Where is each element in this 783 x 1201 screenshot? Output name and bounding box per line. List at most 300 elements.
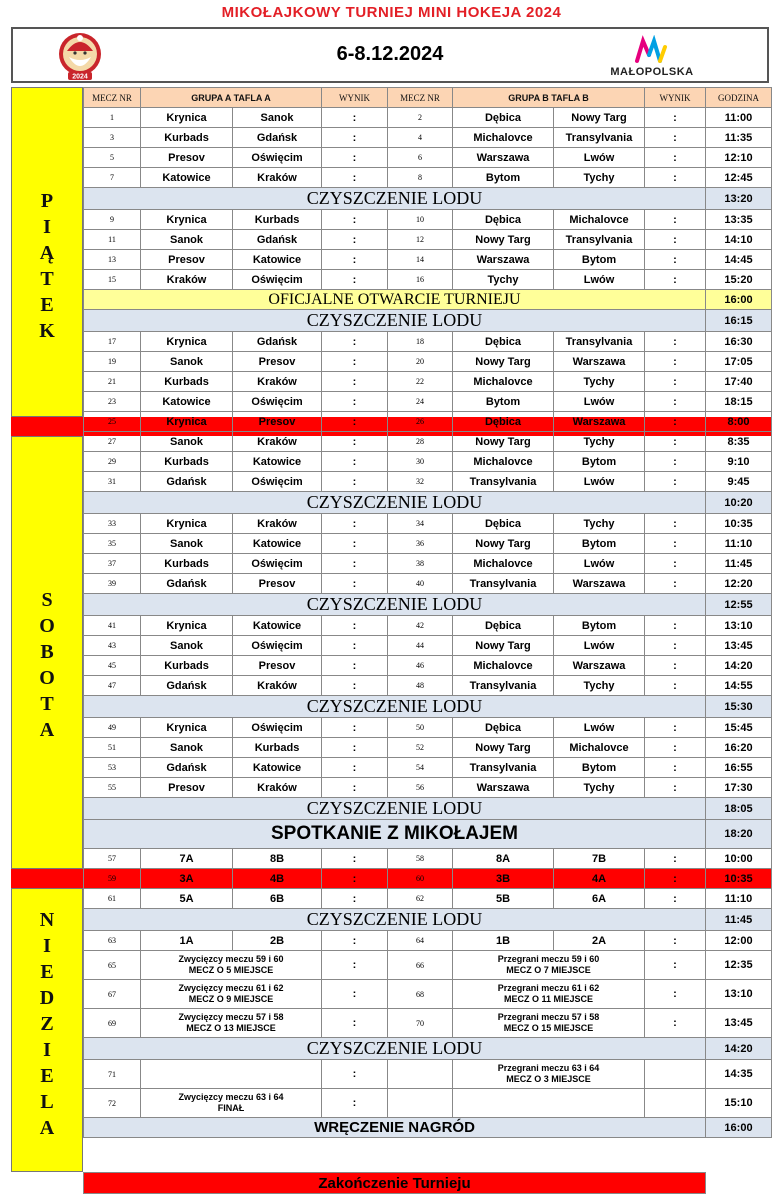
team-away: Gdańsk <box>233 332 322 352</box>
match-number: 43 <box>84 636 141 656</box>
event-time: 16:15 <box>706 310 772 332</box>
score-field: : <box>645 738 706 758</box>
match-time: 18:15 <box>706 392 772 412</box>
team-home: Dębica <box>453 108 554 128</box>
col-group-a: GRUPA A TAFLA A <box>141 88 322 108</box>
match-number: 40 <box>388 574 453 594</box>
match-row <box>84 636 772 656</box>
team-home: Krynica <box>141 210 233 230</box>
team-away: 4B <box>233 869 322 889</box>
match-description <box>141 980 322 1009</box>
day-label-saturday <box>11 436 83 869</box>
match-time: 15:45 <box>706 718 772 738</box>
match-time: 10:00 <box>706 849 772 869</box>
team-home: Warszawa <box>453 250 554 270</box>
team-home: Nowy Targ <box>453 534 554 554</box>
score-field: : <box>322 758 388 778</box>
score-field: : <box>322 656 388 676</box>
event-time: 14:20 <box>706 1038 772 1060</box>
match-number: 27 <box>84 432 141 452</box>
col-match-nr-b: MECZ NR <box>388 88 453 108</box>
clean-row <box>84 909 772 931</box>
match-desc-line: Przegrani meczu 63 i 64 <box>497 1063 600 1073</box>
score-field: : <box>645 656 706 676</box>
match-time: 11:35 <box>706 128 772 148</box>
day-letter: L <box>40 1091 54 1113</box>
team-home: Dębica <box>453 332 554 352</box>
match-row <box>84 514 772 534</box>
match-description <box>453 1089 645 1118</box>
day-letter: E <box>40 1065 54 1087</box>
team-home: Presov <box>141 778 233 798</box>
team-away: Kraków <box>233 168 322 188</box>
match-number: 19 <box>84 352 141 372</box>
score-field: : <box>645 108 706 128</box>
match-number: 50 <box>388 718 453 738</box>
team-home: Krynica <box>141 108 233 128</box>
match-number: 13 <box>84 250 141 270</box>
event-time: 18:20 <box>706 820 772 849</box>
score-field: : <box>645 332 706 352</box>
match-row <box>84 392 772 412</box>
team-away: Bytom <box>554 250 645 270</box>
team-away: 6A <box>554 889 645 909</box>
score-field: : <box>645 472 706 492</box>
team-home: Transylvania <box>453 472 554 492</box>
team-away: Kraków <box>233 676 322 696</box>
event-label: CZYSZCZENIE LODU <box>84 909 706 931</box>
header-row <box>84 88 772 108</box>
score-field: : <box>322 738 388 758</box>
match-number: 42 <box>388 616 453 636</box>
match-number: 24 <box>388 392 453 412</box>
match-number: 9 <box>84 210 141 230</box>
match-number: 17 <box>84 332 141 352</box>
match-desc-line: FINAŁ <box>217 1103 245 1113</box>
match-row <box>84 616 772 636</box>
match-desc-line: MECZ O 5 MIEJSCE <box>188 965 274 975</box>
score-field: : <box>322 849 388 869</box>
clean-row <box>84 188 772 210</box>
team-home: 3B <box>453 869 554 889</box>
match-row <box>84 270 772 290</box>
team-away: Tychy <box>554 432 645 452</box>
team-away: Lwów <box>554 554 645 574</box>
team-away: Presov <box>233 352 322 372</box>
team-home: Transylvania <box>453 574 554 594</box>
match-time: 16:20 <box>706 738 772 758</box>
score-field: : <box>322 534 388 554</box>
match-number: 41 <box>84 616 141 636</box>
clean-row <box>84 798 772 820</box>
day-letter: O <box>39 615 55 637</box>
score-field: : <box>645 574 706 594</box>
team-home: Kurbads <box>141 656 233 676</box>
match-row <box>84 889 772 909</box>
team-home: Dębica <box>453 210 554 230</box>
match-row <box>84 412 772 432</box>
match-number: 28 <box>388 432 453 452</box>
match-row <box>84 128 772 148</box>
team-home: Nowy Targ <box>453 230 554 250</box>
match-time: 14:10 <box>706 230 772 250</box>
match-number: 70 <box>388 1009 453 1038</box>
match-number: 32 <box>388 472 453 492</box>
day-letter: E <box>40 961 54 983</box>
team-home: 1B <box>453 931 554 951</box>
team-away: Oświęcim <box>233 472 322 492</box>
day-letter: I <box>43 935 51 957</box>
team-away: Bytom <box>554 534 645 554</box>
team-away: Oświęcim <box>233 392 322 412</box>
team-home: Krynica <box>141 514 233 534</box>
clean-row <box>84 696 772 718</box>
team-home: Presov <box>141 250 233 270</box>
match-number: 52 <box>388 738 453 758</box>
team-home: Katowice <box>141 392 233 412</box>
match-desc-line: Zwycięzcy meczu 59 i 60 <box>178 954 284 964</box>
team-away: Gdańsk <box>233 230 322 250</box>
team-home: Nowy Targ <box>453 636 554 656</box>
score-field: : <box>645 931 706 951</box>
match-time: 17:05 <box>706 352 772 372</box>
match-number: 12 <box>388 230 453 250</box>
match-number: 26 <box>388 412 453 432</box>
match-number: 5 <box>84 148 141 168</box>
match-row <box>84 168 772 188</box>
score-field: : <box>645 270 706 290</box>
score-field: : <box>322 432 388 452</box>
team-away: 8B <box>233 849 322 869</box>
match-desc-line: Zwycięzcy meczu 63 i 64 <box>178 1092 284 1102</box>
match-number: 25 <box>84 412 141 432</box>
match-number: 30 <box>388 452 453 472</box>
match-description <box>141 1009 322 1038</box>
match-row <box>84 452 772 472</box>
team-away: 2B <box>233 931 322 951</box>
match-number: 72 <box>84 1089 141 1118</box>
team-home: Kraków <box>141 270 233 290</box>
score-field: : <box>645 980 706 1009</box>
score-field: : <box>645 432 706 452</box>
team-away: Bytom <box>554 452 645 472</box>
page-title: MIKOŁAJKOWY TURNIEJ MINI HOKEJA 2024 <box>221 4 562 21</box>
match-time: 13:45 <box>706 1009 772 1038</box>
team-home: Krynica <box>141 412 233 432</box>
team-away: Presov <box>233 656 322 676</box>
score-field: : <box>645 128 706 148</box>
match-number: 47 <box>84 676 141 696</box>
match-number: 66 <box>388 951 453 980</box>
team-away: Transylvania <box>554 230 645 250</box>
team-home: Michalovce <box>453 128 554 148</box>
match-number: 44 <box>388 636 453 656</box>
team-away: Michalovce <box>554 738 645 758</box>
team-home: Warszawa <box>453 148 554 168</box>
event-label: SPOTKANIE Z MIKOŁAJEM <box>84 820 706 849</box>
team-away: Warszawa <box>554 574 645 594</box>
match-number <box>388 1089 453 1118</box>
team-away: Presov <box>233 412 322 432</box>
team-home: 1A <box>141 931 233 951</box>
match-number: 36 <box>388 534 453 554</box>
team-home: Bytom <box>453 168 554 188</box>
team-away: 6B <box>233 889 322 909</box>
match-row <box>84 1060 772 1089</box>
team-home: 7A <box>141 849 233 869</box>
match-row <box>84 432 772 452</box>
team-home: Gdańsk <box>141 574 233 594</box>
score-field: : <box>645 1009 706 1038</box>
score-field: : <box>322 574 388 594</box>
match-row <box>84 372 772 392</box>
match-number: 57 <box>84 849 141 869</box>
malopolska-logo <box>597 35 707 79</box>
match-desc-line: Zwycięzcy meczu 57 i 58 <box>178 1012 284 1022</box>
schedule-table <box>83 87 772 1138</box>
team-home: Katowice <box>141 168 233 188</box>
match-row <box>84 849 772 869</box>
team-away: Katowice <box>233 758 322 778</box>
team-home: Michalovce <box>453 656 554 676</box>
match-number: 15 <box>84 270 141 290</box>
team-home: Gdańsk <box>141 676 233 696</box>
tournament-dates: 6-8.12.2024 <box>336 43 444 65</box>
day-letter: N <box>39 909 55 931</box>
clean-row <box>84 1038 772 1060</box>
match-number: 71 <box>84 1060 141 1089</box>
score-field: : <box>322 412 388 432</box>
score-field: : <box>322 889 388 909</box>
score-field: : <box>645 168 706 188</box>
score-field: : <box>322 778 388 798</box>
team-home: Transylvania <box>453 676 554 696</box>
team-away: Tychy <box>554 778 645 798</box>
team-home: Dębica <box>453 616 554 636</box>
team-home: Bytom <box>453 392 554 412</box>
match-row <box>84 554 772 574</box>
match-row <box>84 352 772 372</box>
score-field: : <box>645 392 706 412</box>
day-letter: T <box>40 693 54 715</box>
match-number: 48 <box>388 676 453 696</box>
team-home: Krynica <box>141 332 233 352</box>
col-time: GODZINA <box>706 88 772 108</box>
sponsor-name: MAŁOPOLSKA <box>610 66 694 78</box>
match-number: 20 <box>388 352 453 372</box>
score-field: : <box>322 332 388 352</box>
match-time: 10:35 <box>706 869 772 889</box>
score-field: : <box>322 128 388 148</box>
event-label: CZYSZCZENIE LODU <box>84 594 706 616</box>
match-number: 45 <box>84 656 141 676</box>
match-number: 35 <box>84 534 141 554</box>
match-number: 4 <box>388 128 453 148</box>
match-row <box>84 869 772 889</box>
match-time: 14:35 <box>706 1060 772 1089</box>
day-letter: D <box>39 987 55 1009</box>
match-time: 12:35 <box>706 951 772 980</box>
match-time: 13:35 <box>706 210 772 230</box>
team-away: Presov <box>233 574 322 594</box>
match-number: 11 <box>84 230 141 250</box>
match-description <box>453 1009 645 1038</box>
team-home: Presov <box>141 148 233 168</box>
match-row <box>84 718 772 738</box>
team-away: Tychy <box>554 168 645 188</box>
team-away: Lwów <box>554 472 645 492</box>
score-field: : <box>322 676 388 696</box>
match-number: 2 <box>388 108 453 128</box>
team-away: Bytom <box>554 616 645 636</box>
team-home: Krynica <box>141 616 233 636</box>
match-number: 33 <box>84 514 141 534</box>
team-away: Katowice <box>233 534 322 554</box>
match-number: 51 <box>84 738 141 758</box>
score-field: : <box>322 372 388 392</box>
team-away: Lwów <box>554 636 645 656</box>
team-away: Transylvania <box>554 332 645 352</box>
score-field: : <box>645 412 706 432</box>
score-field: : <box>645 778 706 798</box>
match-desc-line: MECZ O 13 MIEJSCE <box>186 1023 276 1033</box>
team-home: 3A <box>141 869 233 889</box>
match-time: 12:20 <box>706 574 772 594</box>
team-away: Lwów <box>554 270 645 290</box>
match-time: 15:10 <box>706 1089 772 1118</box>
day-letter: T <box>40 268 54 290</box>
event-label: CZYSZCZENIE LODU <box>84 696 706 718</box>
team-away: Oświęcim <box>233 148 322 168</box>
match-number: 10 <box>388 210 453 230</box>
match-description <box>141 951 322 980</box>
team-home: Krynica <box>141 718 233 738</box>
match-row <box>84 656 772 676</box>
day-letter: B <box>40 641 54 663</box>
team-away: Lwów <box>554 392 645 412</box>
match-desc-line: MECZ O 7 MIEJSCE <box>506 965 591 975</box>
team-away: Gdańsk <box>233 128 322 148</box>
team-home: Sanok <box>141 534 233 554</box>
award-row <box>84 1118 772 1138</box>
match-number: 29 <box>84 452 141 472</box>
match-row <box>84 676 772 696</box>
event-time: 18:05 <box>706 798 772 820</box>
team-home: Sanok <box>141 738 233 758</box>
match-number: 16 <box>388 270 453 290</box>
match-number: 3 <box>84 128 141 148</box>
match-time: 14:55 <box>706 676 772 696</box>
match-time: 17:30 <box>706 778 772 798</box>
team-away: Katowice <box>233 452 322 472</box>
team-away: Kurbads <box>233 738 322 758</box>
score-field: : <box>322 148 388 168</box>
score-field: : <box>322 1060 388 1089</box>
match-desc-line: MECZ O 9 MIEJSCE <box>188 994 274 1004</box>
match-number: 68 <box>388 980 453 1009</box>
match-row <box>84 758 772 778</box>
day-letter: Ą <box>39 242 55 264</box>
score-field: : <box>322 108 388 128</box>
event-time: 16:00 <box>706 290 772 310</box>
day-letter: K <box>39 320 55 342</box>
match-number: 69 <box>84 1009 141 1038</box>
score-field: : <box>645 951 706 980</box>
team-home: Nowy Targ <box>453 738 554 758</box>
team-home: Kurbads <box>141 452 233 472</box>
score-field: : <box>645 148 706 168</box>
match-row <box>84 250 772 270</box>
match-number: 49 <box>84 718 141 738</box>
match-row <box>84 148 772 168</box>
team-home: Dębica <box>453 412 554 432</box>
match-row <box>84 951 772 980</box>
score-field: : <box>645 718 706 738</box>
match-time: 17:40 <box>706 372 772 392</box>
match-time: 12:00 <box>706 931 772 951</box>
score-field: : <box>322 472 388 492</box>
score-field: : <box>322 980 388 1009</box>
match-number: 59 <box>84 869 141 889</box>
score-field: : <box>322 452 388 472</box>
team-away: Bytom <box>554 758 645 778</box>
score-field: : <box>645 250 706 270</box>
day-label-friday <box>11 87 83 417</box>
match-time: 11:10 <box>706 534 772 554</box>
day-label-sunday <box>11 888 83 1172</box>
team-away: 7B <box>554 849 645 869</box>
team-home: Kurbads <box>141 128 233 148</box>
team-home: Michalovce <box>453 452 554 472</box>
match-row <box>84 472 772 492</box>
match-number: 34 <box>388 514 453 534</box>
day-letter: A <box>39 719 55 741</box>
score-field: : <box>645 636 706 656</box>
score-field: : <box>322 931 388 951</box>
day-letter: E <box>40 294 54 316</box>
match-time: 11:10 <box>706 889 772 909</box>
score-field: : <box>322 1009 388 1038</box>
match-number: 39 <box>84 574 141 594</box>
team-home: Transylvania <box>453 758 554 778</box>
event-time: 15:30 <box>706 696 772 718</box>
match-time: 11:45 <box>706 554 772 574</box>
event-label: WRĘCZENIE NAGRÓD <box>84 1118 706 1138</box>
score-field: : <box>645 676 706 696</box>
team-home: Michalovce <box>453 372 554 392</box>
score-field: : <box>645 869 706 889</box>
team-home: Kurbads <box>141 554 233 574</box>
team-home: Gdańsk <box>141 758 233 778</box>
match-desc-line: MECZ O 15 MIEJSCE <box>503 1023 594 1033</box>
team-away: Kraków <box>233 778 322 798</box>
match-time: 11:00 <box>706 108 772 128</box>
col-match-nr-a: MECZ NR <box>84 88 141 108</box>
event-time: 13:20 <box>706 188 772 210</box>
team-home: Nowy Targ <box>453 432 554 452</box>
match-number <box>388 1060 453 1089</box>
team-away: Transylvania <box>554 128 645 148</box>
team-home: Sanok <box>141 352 233 372</box>
match-row <box>84 1089 772 1118</box>
match-time: 12:10 <box>706 148 772 168</box>
score-field: : <box>645 372 706 392</box>
score-field: : <box>322 392 388 412</box>
score-field: : <box>322 951 388 980</box>
match-time: 14:20 <box>706 656 772 676</box>
score-field: : <box>322 210 388 230</box>
event-label: CZYSZCZENIE LODU <box>84 798 706 820</box>
